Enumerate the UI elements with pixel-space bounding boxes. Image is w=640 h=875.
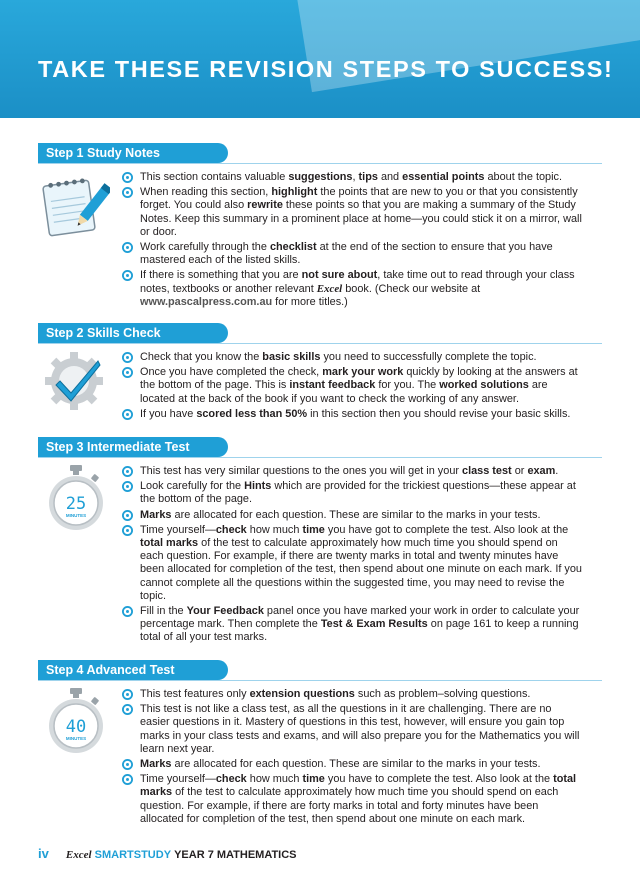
step-3-bullets xyxy=(122,465,584,647)
bullet-text: about the topic. xyxy=(484,171,562,183)
bullet-text: highlight xyxy=(271,186,318,199)
bullet-text: Your Feedback xyxy=(186,605,264,618)
bullet-text: you have got to complete the test. Also look at the xyxy=(324,523,569,536)
list-item xyxy=(122,524,584,603)
gear-checkmark-icon xyxy=(40,347,112,416)
bullet-text: on page 161 to keep a running total of all your test marks. xyxy=(140,618,579,644)
bullet-text: book. (Check our website at xyxy=(342,282,481,295)
list-item xyxy=(122,465,584,478)
bullet-text: at the end of the section to ensure that you have mastered each of the listed skills. xyxy=(140,241,553,267)
stopwatch-icon xyxy=(46,465,106,536)
bullet-text: Check that you know the xyxy=(140,351,263,363)
step-1-heading: Step 1 Study Notes xyxy=(38,143,228,163)
list-item xyxy=(122,186,584,239)
bullet-text: , take time out to read through your class notes, textbooks or another relevant xyxy=(140,269,575,295)
bullet-text: which are provided for the trickiest questions—these appear at the bottom of the page. xyxy=(140,480,576,506)
list-item xyxy=(122,509,584,522)
step-divider xyxy=(38,163,602,164)
bullet-text: you have to complete the test. Also look at the xyxy=(324,773,554,786)
bullet-icon xyxy=(122,525,133,536)
bullet-text: checklist xyxy=(269,241,317,254)
bullet-text: the points that are new to you or that you consistently forget. You could also xyxy=(140,186,578,212)
bullet-text: scored less than 50% xyxy=(196,407,308,420)
bullet-text: time xyxy=(302,773,325,786)
bullet-text: not sure about xyxy=(301,269,378,282)
bullet-text: for you. The xyxy=(375,379,440,392)
step-4-heading: Step 4 Advanced Test xyxy=(38,660,228,680)
list-item xyxy=(122,703,584,756)
bullet-text: and xyxy=(377,171,403,183)
bullet-text: basic skills xyxy=(262,351,321,363)
bullet-text: instant feedback xyxy=(289,379,376,392)
step-divider xyxy=(38,457,602,458)
bullet-icon xyxy=(122,606,133,617)
bullet-text: rewrite xyxy=(247,199,283,212)
timer-value: 40 xyxy=(65,717,87,737)
bullet-text: Hints xyxy=(244,480,272,493)
bullet-text: are allocated for each question. These are similar to the marks in your tests. xyxy=(171,508,541,521)
bullet-text: Test & Exam Results xyxy=(320,618,428,631)
bullet-text: are located at the back of the book if you want to check the working of any answer. xyxy=(140,379,548,405)
bullet-text: Time yourself— xyxy=(140,773,216,786)
list-item xyxy=(122,758,584,771)
bullet-icon xyxy=(122,704,133,715)
list-item xyxy=(122,688,584,701)
bullet-icon xyxy=(122,242,133,253)
list-item xyxy=(122,480,584,506)
step-3-heading: Step 3 Intermediate Test xyxy=(38,437,228,457)
bullet-text: you need to successfully complete the topic. xyxy=(320,351,537,363)
page-footer xyxy=(38,846,297,861)
bullet-text: total marks xyxy=(140,537,199,550)
bullet-text: exam xyxy=(527,465,556,477)
bullet-text: class test xyxy=(462,465,512,477)
bullet-text: or xyxy=(511,465,528,477)
bullet-text: such as problem–solving questions. xyxy=(354,688,531,700)
bullet-text: This section contains valuable xyxy=(140,171,289,183)
step-2-heading: Step 2 Skills Check xyxy=(38,323,228,343)
bullet-text: . xyxy=(555,465,559,477)
timer-unit: MINUTES xyxy=(65,736,87,741)
step-2-bullets xyxy=(122,351,584,423)
bullet-text: Marks xyxy=(140,508,172,521)
list-item xyxy=(122,241,584,267)
timer-unit: MINUTES xyxy=(65,513,87,518)
bullet-text: Marks xyxy=(140,758,172,771)
list-item xyxy=(122,351,584,364)
step-divider xyxy=(38,680,602,681)
bullet-text: suggestions xyxy=(288,171,353,183)
bullet-text: for more titles.) xyxy=(272,295,348,308)
bullet-icon xyxy=(122,270,133,281)
page-title: TAKE THESE REVISION STEPS TO SUCCESS! xyxy=(38,56,614,82)
bullet-icon xyxy=(122,172,133,183)
bullet-text: This test is not like a class test, as all the questions in it are challenging. There are no easier questions in it. Mastery of questions in this test, however, will ensure you gain top marks in your class tests and exams, and will also prepare you for the Mathematics you will learn next year. xyxy=(140,703,580,755)
timer-value: 25 xyxy=(65,494,87,514)
bullet-text: essential points xyxy=(402,171,485,183)
bullet-icon xyxy=(122,187,133,198)
bullet-text: mark your work xyxy=(322,366,404,379)
bullet-text: extension questions xyxy=(249,688,355,700)
bullet-text: check xyxy=(215,523,247,536)
list-item xyxy=(122,366,584,406)
brand-excel: Excel xyxy=(65,849,92,861)
bullet-icon xyxy=(122,367,133,378)
bullet-text: Once you have completed the check, xyxy=(140,366,323,379)
bullet-text: of the test to calculate approximately how much time you should spend on each question. For example, if there are forty marks in total and forty minutes have been allocated for completion of the test, then spend about one minute on each mark. xyxy=(140,786,559,825)
step-4-bullets xyxy=(122,688,584,828)
bullet-icon xyxy=(122,481,133,492)
list-item xyxy=(122,269,584,309)
stopwatch-icon xyxy=(46,688,106,759)
subject-name: YEAR 7 MATHEMATICS xyxy=(174,849,297,861)
bullet-text: Look carefully for the xyxy=(140,480,245,493)
bullet-text: in this section then you should revise your basic skills. xyxy=(307,407,571,420)
bullet-icon xyxy=(122,510,133,521)
bullet-icon xyxy=(122,352,133,363)
bullet-text: This test has very similar questions to the ones you will get in your xyxy=(140,465,463,477)
bullet-text: tips xyxy=(358,171,378,183)
bullet-icon xyxy=(122,466,133,477)
bullet-icon xyxy=(122,774,133,785)
bullet-text: If there is something that you are xyxy=(140,269,302,282)
list-item xyxy=(122,171,584,184)
list-item xyxy=(122,773,584,826)
bullet-text: these points so that you are making a summary of the Study Notes. Keep this summary in a prominent place at home—you could stick it on a mirror, wall or door. xyxy=(140,199,582,238)
bullet-text: total marks xyxy=(140,773,577,799)
bullet-text: panel once you have marked your work in order to calculate your percentage mark. Then complete the xyxy=(140,605,580,631)
website-link[interactable]: www.pascalpress.com.au xyxy=(140,295,273,308)
bullet-icon xyxy=(122,409,133,420)
bullet-text: Fill in the xyxy=(140,605,187,618)
bullet-text: If you have xyxy=(140,407,197,420)
bullet-text: worked solutions xyxy=(439,379,529,392)
step-divider xyxy=(38,343,602,344)
bullet-text: of the test to calculate approximately how much time you should spend on each question. For example, if there are twenty marks in total and twenty minutes have been allocated for completion of the test, then spend about one minute on each mark. If you cannot complete all the questions within the suggested time, you may need to revise the topic. xyxy=(140,537,582,602)
bullet-text: , xyxy=(352,171,359,183)
page-number: iv xyxy=(38,846,49,861)
bullet-text: Work carefully through the xyxy=(140,241,270,254)
bullet-text: are allocated for each question. These are similar to the marks in your tests. xyxy=(171,758,541,771)
notepad-pencil-icon xyxy=(40,173,110,242)
bullet-text: quickly by looking at the answers at the bottom of the page. This is xyxy=(140,366,578,392)
list-item xyxy=(122,408,584,421)
bullet-text: time xyxy=(302,523,325,536)
bullet-text: Time yourself— xyxy=(140,523,216,536)
bullet-text: When reading this section, xyxy=(140,186,272,199)
bullet-icon xyxy=(122,759,133,770)
bullet-text: how much xyxy=(246,773,303,786)
list-item xyxy=(122,605,584,645)
header-banner xyxy=(0,0,640,118)
bullet-text: Excel xyxy=(316,282,343,295)
bullet-text: check xyxy=(215,773,247,786)
bullet-text: how much xyxy=(246,523,303,536)
bullet-text: This test features only xyxy=(140,688,250,700)
step-1-bullets xyxy=(122,171,584,311)
series-name: SMARTSTUDY xyxy=(94,849,172,861)
bullet-icon xyxy=(122,689,133,700)
